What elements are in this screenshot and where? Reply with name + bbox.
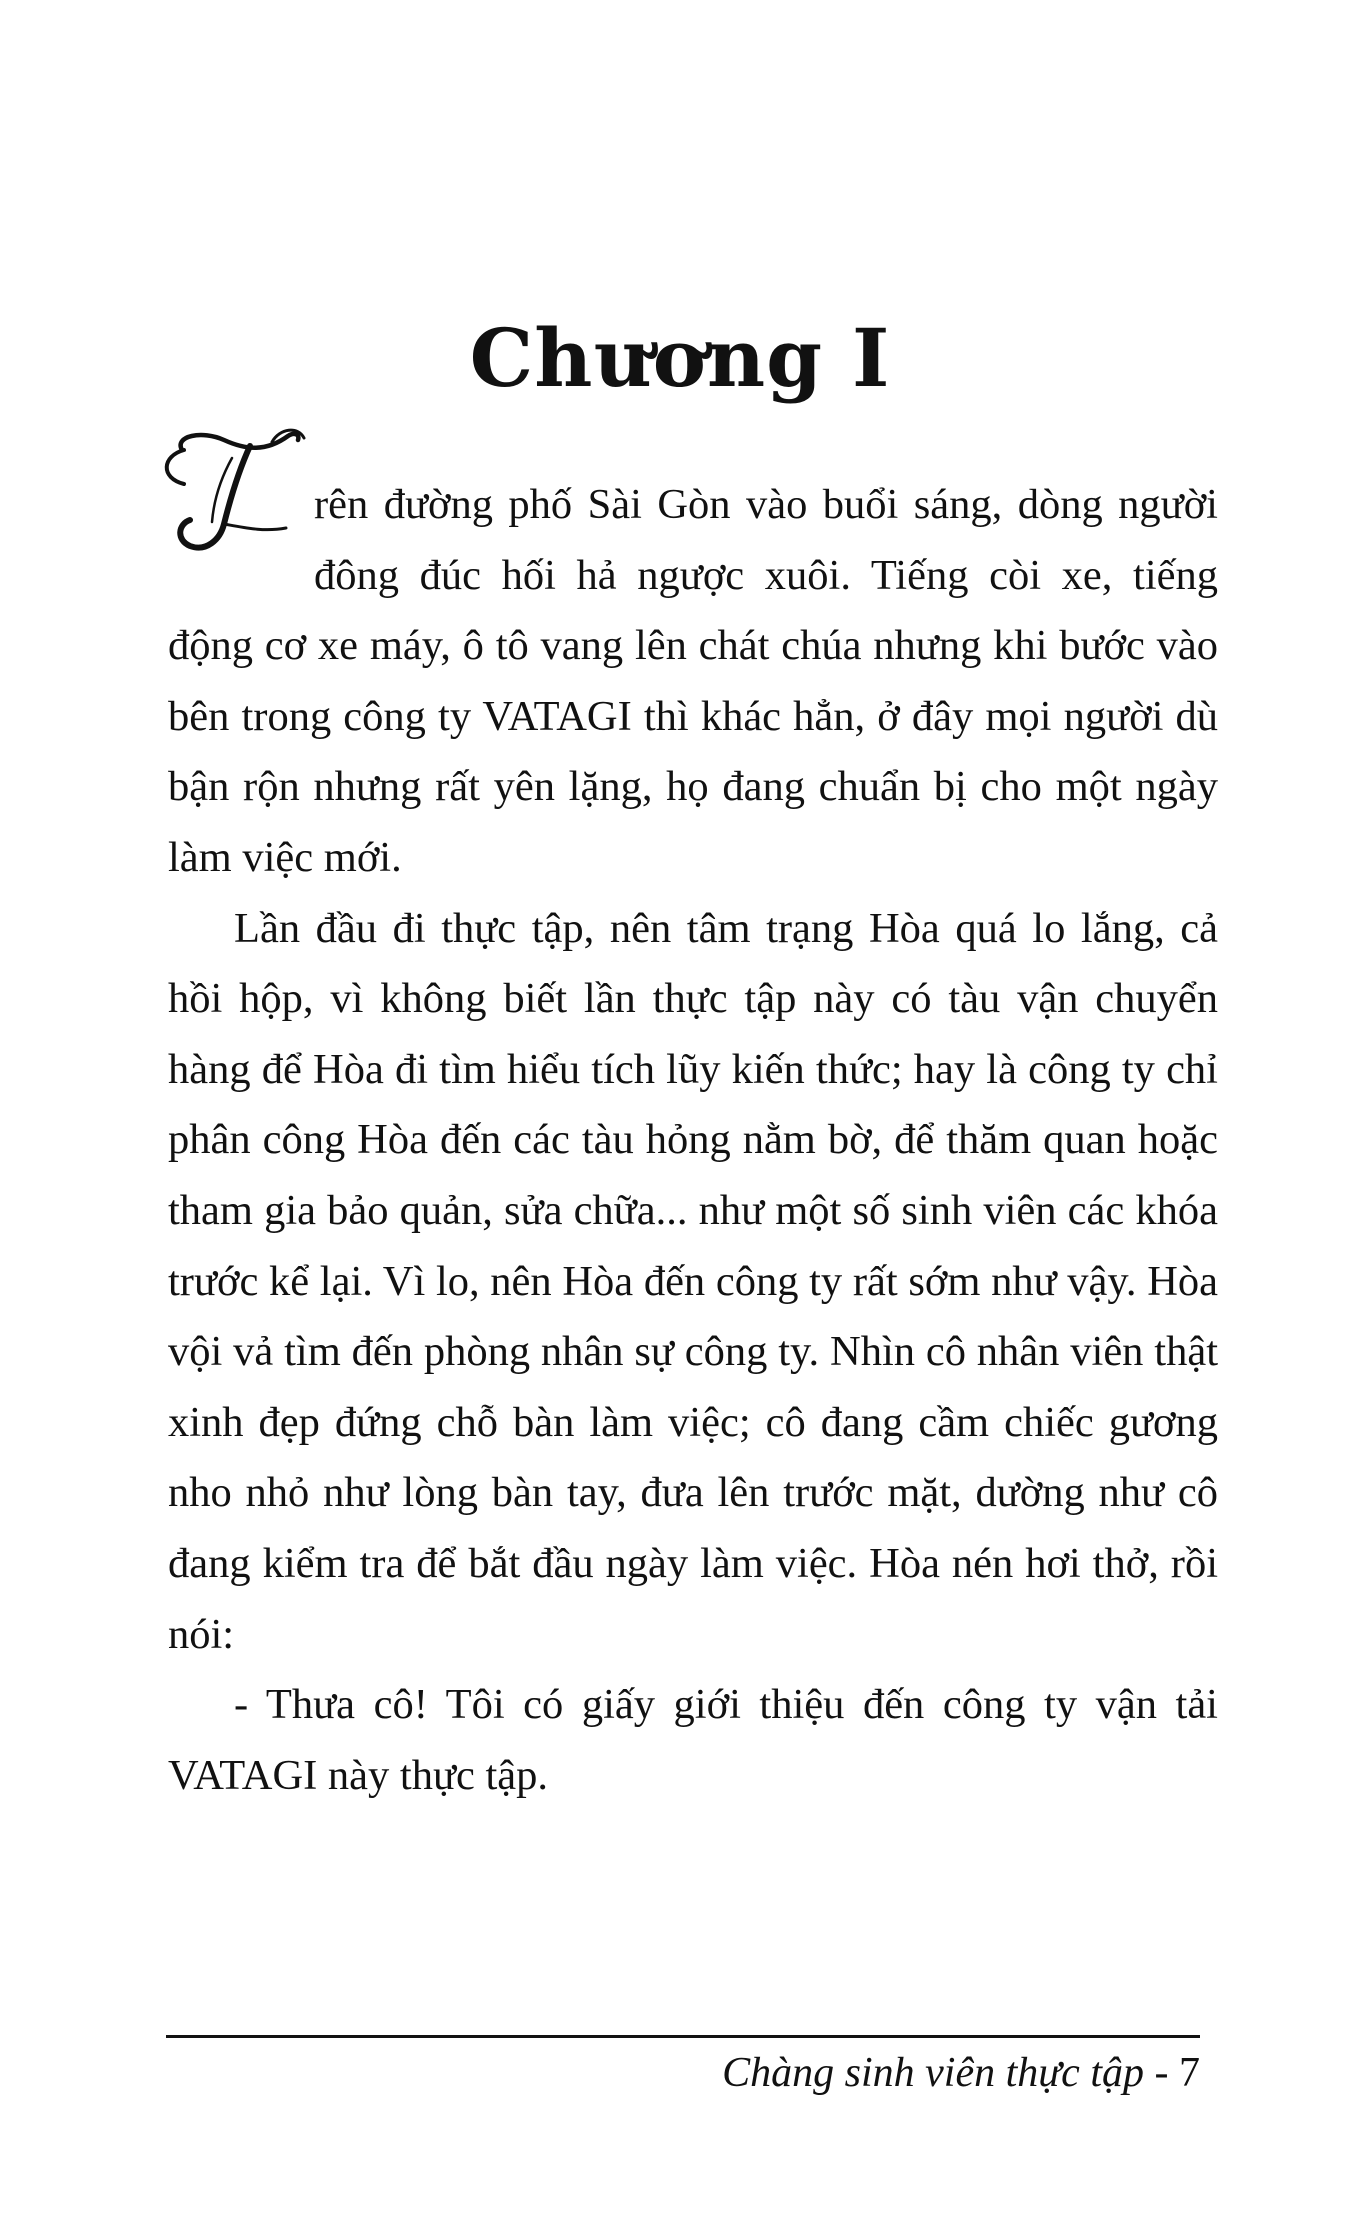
footer-separator: - [1144,2050,1179,2096]
drop-cap-letter-art [154,428,310,558]
page-number: 7 [1179,2050,1200,2096]
drop-cap [154,428,310,548]
chapter-title: Chương I [469,311,891,405]
paragraph-3: - Thưa cô! Tôi có giấy giới thiệu đến công ty vận tải VATAGI này thực tập. [168,1681,1218,1799]
footer-book-title: Chàng sinh viên thực tập [722,2050,1144,2096]
footer-rule [166,2035,1200,2038]
running-footer [722,2048,1200,2098]
body-text [168,470,1218,1811]
paragraph-2: Lần đầu đi thực tập, nên tâm trạng Hòa quá lo lắng, cả hồi hộp, vì không biết lần thực tập này có tàu vận chuyển hàng để Hòa đi tìm hiểu tích lũy kiến thức; hay là công ty chỉ phân công Hòa đến các tàu hỏng nằm bờ, để thăm quan hoặc tham gia bảo quản, sửa chữa... như một số sinh viên các khóa trước kể lại. Vì lo, nên Hòa đến công ty rất sớm như vậy. Hòa vội vả tìm đến phòng nhân sự công ty. Nhìn cô nhân viên thật xinh đẹp đứng chỗ bàn làm việc; cô đang cầm chiếc gương nho nhỏ như lòng bàn tay, đưa lên trước mặt, dường như cô đang kiểm tra để bắt đầu ngày làm việc. Hòa nén hơi thở, rồi nói: [168,904,1218,1658]
paragraph-1 [168,470,1218,894]
paragraph-1-text: rên đường phố Sài Gòn vào buổi sáng, dòng người đông đúc hối hả ngược xuôi. Tiếng còi xe, tiếng động cơ xe máy, ô tô vang lên chát chúa nhưng khi bước vào bên trong công ty VATAGI thì khác hẳn, ở đây mọi người dù bận rộn nhưng rất yên lặng, họ đang chuẩn bị cho một ngày làm việc mới. [168,481,1218,881]
